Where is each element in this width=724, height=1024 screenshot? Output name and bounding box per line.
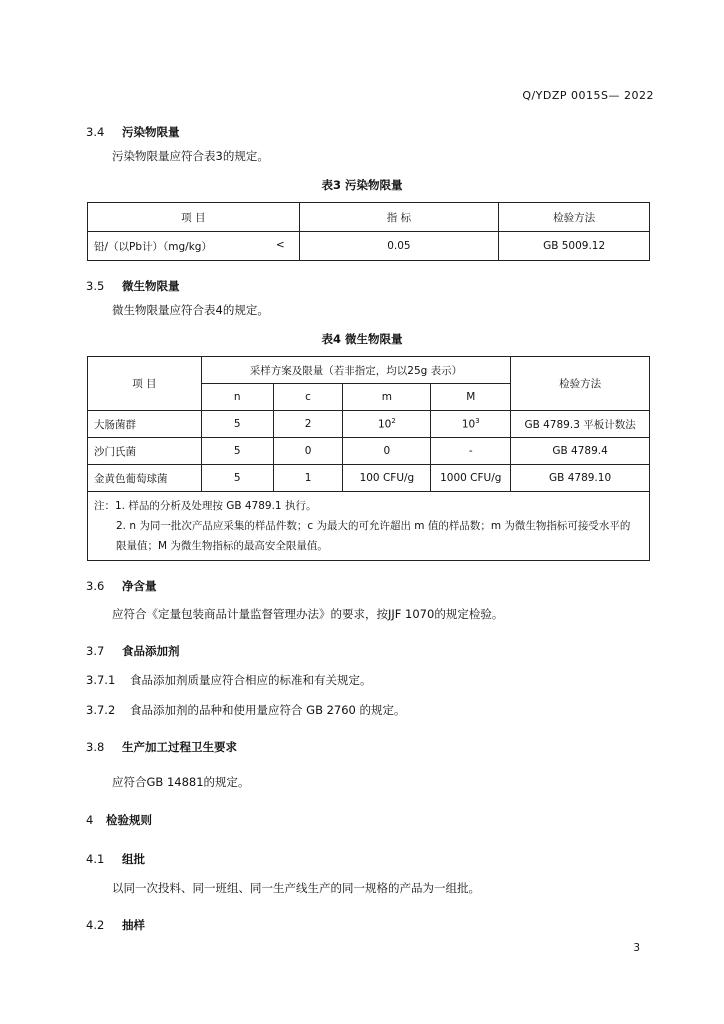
section-4-1-text: 以同一次投料、同一班组、同一生产线生产的同一规格的产品为一组批。 <box>112 881 480 895</box>
section-title: 污染物限量 <box>122 125 180 139</box>
section-title: 组批 <box>122 852 145 866</box>
section-3-5-heading <box>86 278 180 294</box>
cell-c: 1 <box>273 465 343 492</box>
table-row <box>88 465 650 492</box>
section-title: 生产加工过程卫生要求 <box>122 740 237 754</box>
section-4-heading <box>86 812 152 828</box>
doc-code-header: Q/YDZP 0015S— 2022 <box>522 89 654 102</box>
table-3-contaminant-limits <box>87 202 650 261</box>
section-3-6-heading <box>86 578 157 594</box>
section-number: 3.8 <box>86 740 105 754</box>
cell-c: 2 <box>273 411 343 438</box>
cell-m: 0 <box>343 438 431 465</box>
cell-n: 5 <box>201 411 273 438</box>
M-base: 10 <box>461 418 476 431</box>
cell-m <box>343 411 431 438</box>
subheader-n: n <box>201 384 273 411</box>
m-exponent: 2 <box>391 417 396 426</box>
table-row <box>88 232 650 261</box>
cell-n: 5 <box>201 438 273 465</box>
section-3-8-heading <box>86 739 237 755</box>
subheader-m: m <box>343 384 431 411</box>
page-number: 3 <box>633 942 640 954</box>
section-number: 4 <box>86 813 94 827</box>
note-2: 2. n 为同一批次产品应采集的样品件数；c 为最大的可允许超出 m 值的样品数；m 为微生物指标可接受水平的限量值；M 为微生物指标的最高安全限量值。 <box>116 520 631 552</box>
section-3-7-1 <box>86 672 372 688</box>
section-title: 食品添加剂 <box>122 644 180 658</box>
section-3-4-text: 污染物限量应符合表3的规定。 <box>112 149 269 163</box>
section-number: 3.7.1 <box>86 673 116 687</box>
table-note-row <box>88 492 650 561</box>
m-base: 10 <box>377 418 392 431</box>
section-3-7-2 <box>86 702 406 718</box>
item-label: 铅/（以Pb计）（mg/kg） <box>94 240 212 253</box>
cell-M: - <box>431 438 511 465</box>
table-header-row <box>88 357 650 384</box>
cell-M <box>431 411 511 438</box>
header-method: 检验方法 <box>511 357 650 411</box>
cell-item <box>88 232 300 261</box>
section-title: 检验规则 <box>106 813 152 827</box>
cell-item: 金黄色葡萄球菌 <box>88 465 202 492</box>
cell-item: 大肠菌群 <box>88 411 202 438</box>
section-text: 食品添加剂质量应符合相应的标准和有关规定。 <box>130 673 372 687</box>
section-number: 3.4 <box>86 125 105 139</box>
cell-value: 0.05 <box>299 232 499 261</box>
section-number: 3.7 <box>86 644 105 658</box>
section-3-4-heading <box>86 124 180 140</box>
cell-M: 1000 CFU/g <box>431 465 511 492</box>
cell-item: 沙门氏菌 <box>88 438 202 465</box>
header-item: 项 目 <box>88 203 300 232</box>
section-title: 微生物限量 <box>122 279 180 293</box>
cell-c: 0 <box>273 438 343 465</box>
operator-symbol: < <box>275 238 285 251</box>
section-number: 4.1 <box>86 852 105 866</box>
M-exponent: 3 <box>475 417 480 426</box>
header-indicator: 指 标 <box>299 203 499 232</box>
table-row <box>88 438 650 465</box>
section-text: 食品添加剂的品种和使用量应符合 GB 2760 的规定。 <box>130 703 406 717</box>
cell-method: GB 4789.4 <box>511 438 650 465</box>
subheader-c: c <box>273 384 343 411</box>
section-title: 净含量 <box>122 579 157 593</box>
subheader-M: M <box>431 384 511 411</box>
cell-method: GB 4789.3 平板计数法 <box>511 411 650 438</box>
table-4-microbial-limits <box>87 356 650 561</box>
table-3-caption: 表3 污染物限量 <box>321 178 403 192</box>
section-number: 4.2 <box>86 918 105 932</box>
table-row <box>88 411 650 438</box>
section-4-1-heading <box>86 851 145 867</box>
table-note <box>88 492 650 561</box>
section-3-5-text: 微生物限量应符合表4的规定。 <box>112 303 269 317</box>
table-4-caption: 表4 微生物限量 <box>321 332 403 346</box>
section-3-6-text: 应符合《定量包装商品计量监督管理办法》的要求，按JJF 1070的规定检验。 <box>112 607 504 621</box>
section-title: 抽样 <box>122 918 145 932</box>
section-3-7-heading <box>86 643 180 659</box>
section-number: 3.7.2 <box>86 703 116 717</box>
section-4-2-heading <box>86 917 145 933</box>
section-number: 3.5 <box>86 279 105 293</box>
section-number: 3.6 <box>86 579 105 593</box>
header-sampling-plan: 采样方案及限量（若非指定，均以25g 表示） <box>201 357 510 384</box>
header-item: 项 目 <box>88 357 202 411</box>
note-1: 注：1. 样品的分析及处理按 GB 4789.1 执行。 <box>94 500 317 512</box>
table-header-row <box>88 203 650 232</box>
header-method: 检验方法 <box>499 203 650 232</box>
section-3-8-text: 应符合GB 14881的规定。 <box>112 775 250 789</box>
cell-m: 100 CFU/g <box>343 465 431 492</box>
cell-method: GB 5009.12 <box>499 232 650 261</box>
cell-method: GB 4789.10 <box>511 465 650 492</box>
cell-n: 5 <box>201 465 273 492</box>
